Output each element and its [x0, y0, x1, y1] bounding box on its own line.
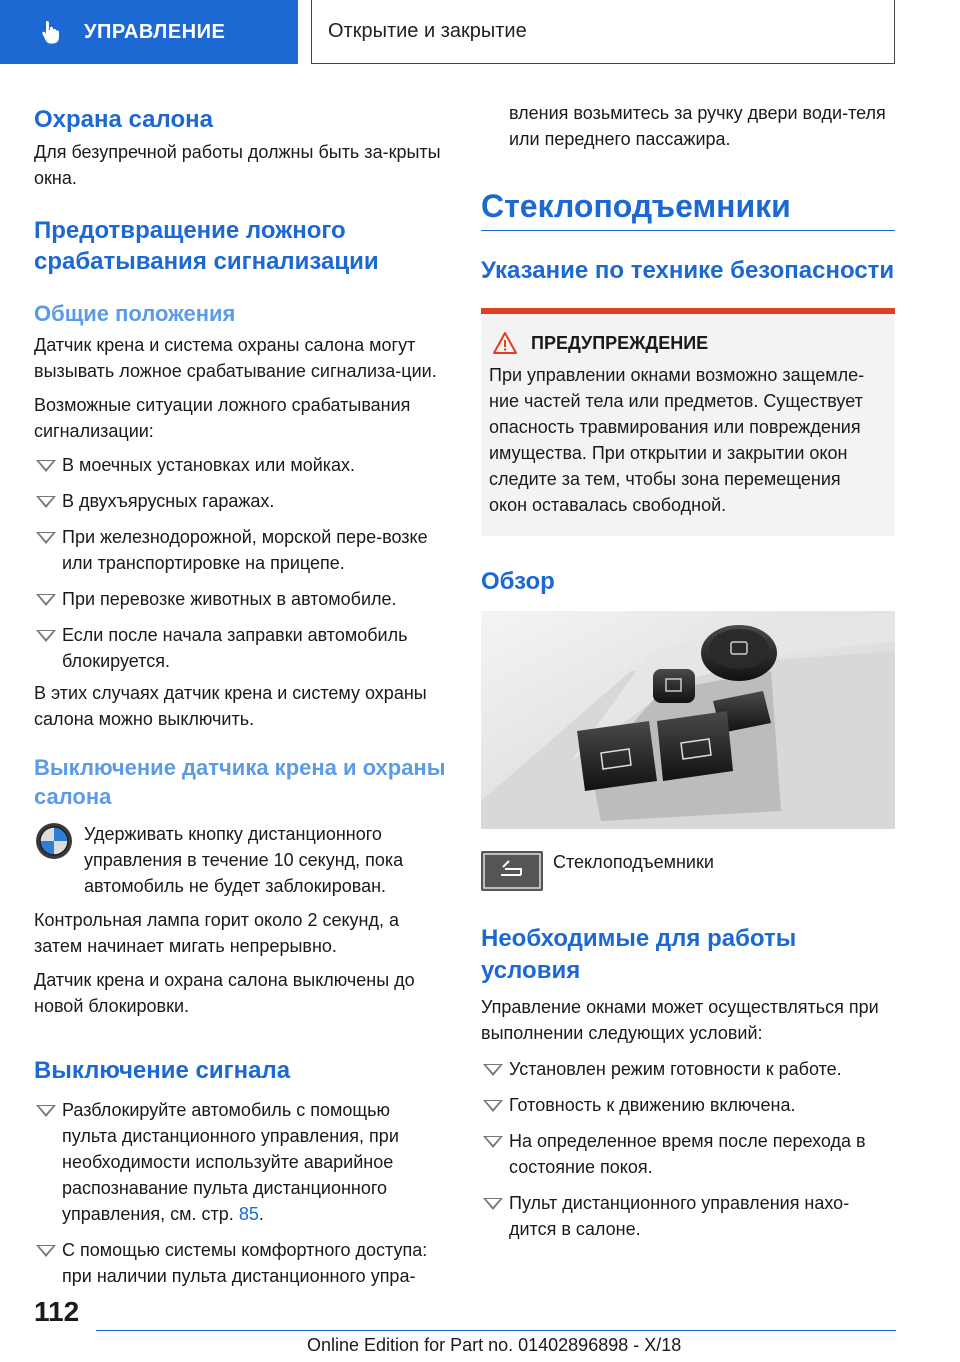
paragraph-interior: Для безупречной работы должны быть за-крыты окна. [34, 142, 441, 189]
heading-windows-rule [481, 186, 895, 231]
list-item: Установлен режим готовности к работе. [481, 1056, 895, 1082]
heading-switch-off-sensor: Выключение датчика крена и охраны салона [34, 755, 446, 809]
paragraph-general-2: Возможные ситуации ложного срабатывания сигнализации: [34, 395, 411, 442]
edition-note: Online Edition for Part no. 01402896898 - X/18 [307, 1335, 682, 1355]
section-title: УПРАВЛЕНИЕ [84, 20, 226, 43]
triangle-bullet-icon [36, 1105, 56, 1117]
list-item: С помощью системы комфортного доступа: при наличии пульта дистанционного упра- [34, 1237, 446, 1289]
heading-interior-protection: Охрана салона [34, 106, 213, 133]
triangle-bullet-icon [36, 1245, 56, 1257]
alarm-off-list [34, 1097, 446, 1289]
section-tab[interactable] [0, 0, 298, 64]
paragraph-switch-off-2: Контрольная лампа горит около 2 секунд, а затем начинает мигать непрерывно. [34, 910, 400, 957]
page-number: 112 [34, 1296, 80, 1327]
list-item: В моечных установках или мойках. [34, 452, 446, 478]
chapter-title: Открытие и закрытие [328, 20, 527, 42]
triangle-bullet-icon [36, 532, 56, 544]
paragraph-switch-off-1: Удерживать кнопку дистанционного управления в течение 10 секунд, пока автомобиль не будет заблокирован. [84, 824, 404, 897]
heading-power-windows: Стеклоподъемники [481, 188, 791, 224]
remote-key-icon [34, 821, 74, 861]
heading-general: Общие положения [34, 300, 236, 326]
heading-false-alarm: Предотвращение ложного срабатывания сигнализации [34, 217, 379, 276]
list-item: Если после начала заправки автомобиль блокируется. [34, 622, 446, 674]
paragraph-switch-off-3: Датчик крена и охрана салона выключены до новой блокировки. [34, 970, 415, 1017]
image-caption-row [481, 851, 895, 891]
heading-alarm-off: Выключение сигнала [34, 1057, 291, 1085]
triangle-bullet-icon [36, 460, 56, 472]
list-item: При перевозке животных в автомобиле. [34, 586, 446, 612]
triangle-bullet-icon [36, 594, 56, 606]
right-column [481, 100, 895, 1242]
triangle-bullet-icon [483, 1064, 503, 1076]
hand-pointer-icon [38, 19, 64, 45]
requirements-list [481, 1056, 895, 1242]
window-switch-icon [481, 851, 543, 891]
warning-title-row [489, 332, 883, 354]
paragraph-requirements: Управление окнами может осуществляться при выполнении следующих условий: [481, 996, 879, 1043]
situations-list [34, 452, 446, 674]
triangle-bullet-icon [483, 1136, 503, 1148]
warning-triangle-icon [493, 332, 517, 354]
heading-safety: Указание по технике безопасности [481, 257, 895, 284]
paragraph-general-3: В этих случаях датчик крена и систему охраны салона можно выключить. [34, 683, 427, 730]
heading-overview: Обзор [481, 568, 555, 596]
image-caption: Стеклоподъемники [553, 852, 714, 873]
warning-text: При управлении окнами возможно защемле-ние частей тела или предметов. Существует опасность травмирования или повреждения имущества. При открытии и закрытии окон следите за тем, чтобы зона перемещения окон оставалась свободной. [489, 365, 865, 516]
triangle-bullet-icon [483, 1198, 503, 1210]
warning-title: ПРЕДУПРЕЖДЕНИЕ [531, 332, 709, 353]
list-item: В двухъярусных гаражах. [34, 488, 446, 514]
triangle-bullet-icon [36, 630, 56, 642]
list-item: Разблокируйте автомобиль с помощью пульта дистанционного управления, при необходимости используйте аварийное распознавание пульта дистанционного управления, см. стр. 85. [34, 1097, 446, 1227]
paragraph-continued: вления возьмитесь за ручку двери води-теля или переднего пассажира. [509, 103, 886, 149]
list-item: При железнодорожной, морской пере-возке или транспортировке на прицепе. [34, 524, 446, 576]
triangle-bullet-icon [483, 1100, 503, 1112]
footer-rule [96, 1330, 896, 1331]
window-switch-panel-image [481, 611, 895, 829]
list-item: На определенное время после перехода в состояние покоя. [481, 1128, 895, 1180]
triangle-bullet-icon [36, 496, 56, 508]
heading-requirements: Необходимые для работы условия [481, 925, 797, 984]
page-link[interactable]: 85 [238, 1203, 259, 1224]
paragraph-general-1: Датчик крена и система охраны салона могут вызывать ложное срабатывание сигнализа-ции. [34, 335, 437, 382]
list-item: Готовность к движению включена. [481, 1092, 895, 1118]
warning-box [481, 308, 895, 536]
list-item: Пульт дистанционного управления нахо-дится в салоне. [481, 1190, 895, 1242]
power-window-switches-photo [481, 611, 895, 829]
left-column [34, 100, 446, 1289]
chapter-header [311, 0, 895, 64]
